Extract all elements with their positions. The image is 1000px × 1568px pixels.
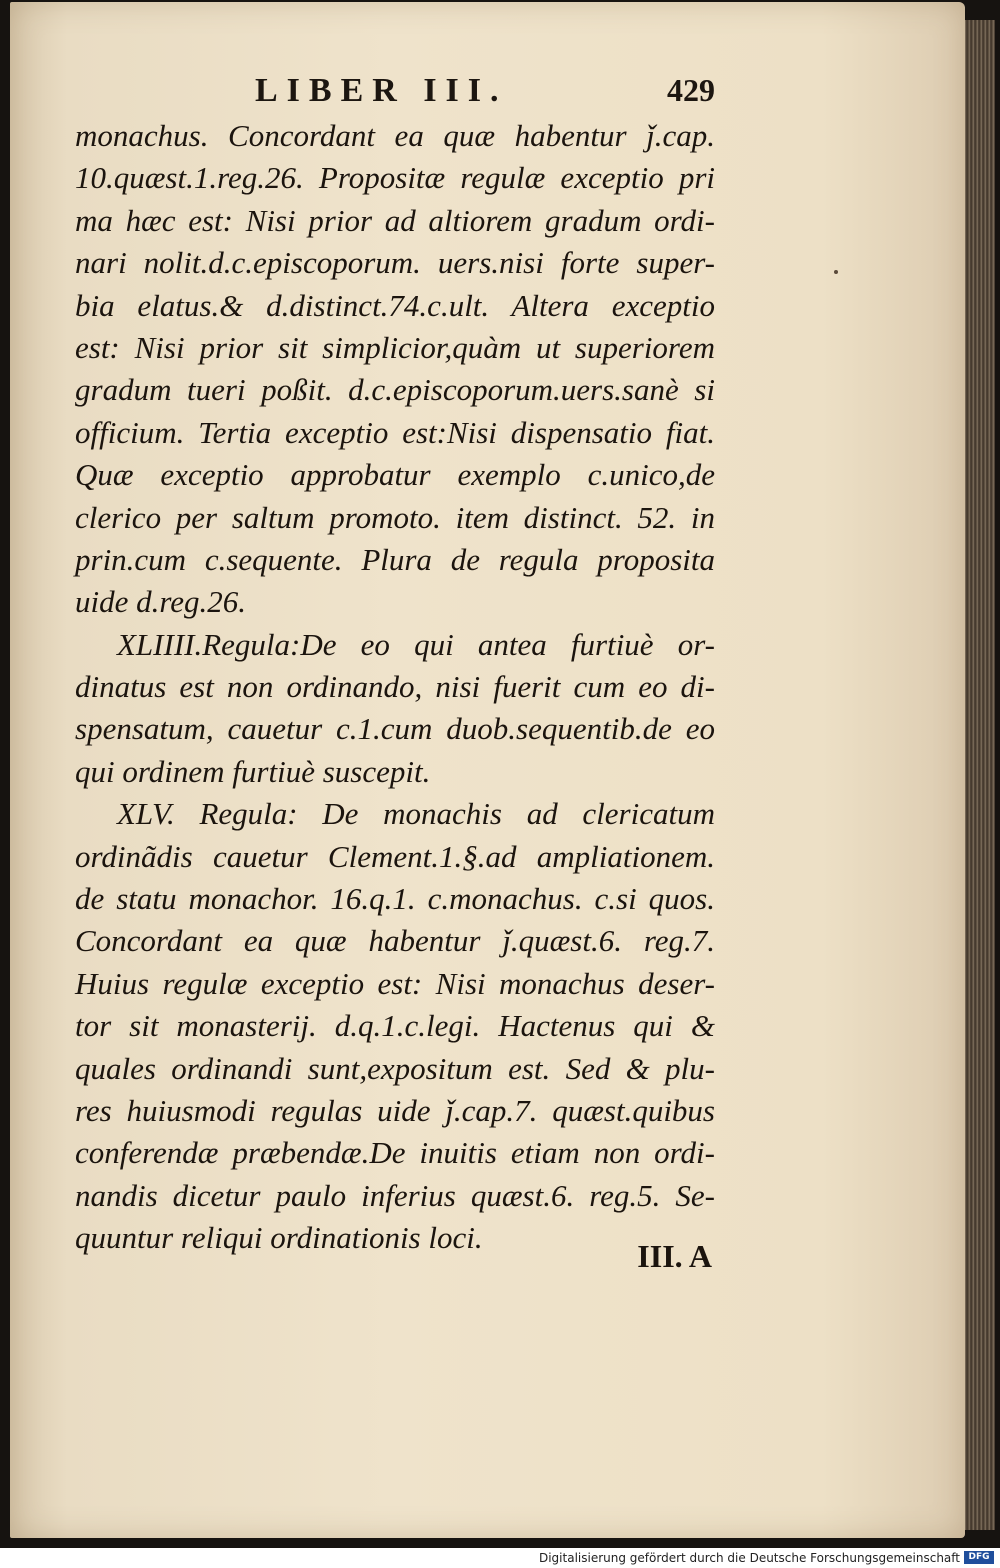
text-line: quuntur reliqui ordinationis loci. [75,1220,483,1256]
text-line: nari nolit.d.c.episcoporum. uers.nisi forte super- [75,245,715,281]
text-line: qui ordinem furtiuè suscepit. [75,753,431,789]
text-line: nandis dicetur paulo inferius quæst.6. reg.5. Se- [75,1177,715,1213]
text-line: dinatus est non ordinando, nisi fuerit cum eo di- [75,669,715,705]
text-line: officium. Tertia exceptio est:Nisi dispensatio fiat. [75,414,715,450]
text-line: Concordant ea quæ habentur ǰ.quæst.6. reg.7. [75,923,715,959]
text-line: quales ordinandi sunt,expositum est. Sed & plu- [75,1050,715,1086]
rule-heading-line: XLIIII.Regula:De eo qui antea furtiuè or- [117,626,715,662]
dfg-logo: DFG [964,1551,994,1564]
text-line: prin.cum c.sequente. Plura de regula proposita [75,541,715,577]
text-line: spensatum, cauetur c.1.cum duob.sequentib.de eo [75,711,715,747]
rule-heading-line: XLV. Regula: De monachis ad clericatum [117,796,715,832]
funding-credit: Digitalisierung gefördert durch die Deutsche Forschungsgemeinschaft [538,1551,960,1565]
text-line: Huius regulæ exceptio est: Nisi monachus deser- [75,965,715,1001]
text-line: conferendæ præbendæ.De inuitis etiam non ordi- [75,1135,715,1171]
text-line: ma hæc est: Nisi prior ad altiorem gradum ordi- [75,202,715,238]
page-header [255,72,715,116]
text-line: 10.quæst.1.reg.26. Propositæ regulæ exceptio pri [75,160,715,196]
text-line: uide d.reg.26. [75,584,247,620]
paper-speck [834,270,838,274]
text-line: res huiusmodi regulas uide ǰ.cap.7. quæst.quibus [75,1092,715,1128]
body-text [75,115,715,1260]
catchword: III. A [637,1238,712,1274]
text-line: est: Nisi prior sit simplicior,quàm ut superiorem [75,329,715,365]
text-line: bia elatus.& d.distinct.74.c.ult. Altera exceptio [75,287,715,323]
footer-bar [0,1548,1000,1568]
text-line: tor sit monasterij. d.q.1.c.legi. Hactenus qui & [75,1008,715,1044]
text-line: gradum tueri poßit. d.c.episcoporum.uers.sanè si [75,372,715,408]
page-edges [965,20,995,1530]
page-number: 429 [667,72,715,108]
text-line: Quæ exceptio approbatur exemplo c.unico,de [75,457,715,493]
running-head: LIBER III. [255,72,508,109]
text-line: clerico per saltum promoto. item distinct. 52. in [75,499,715,535]
text-line: monachus. Concordant ea quæ habentur ǰ.cap. [75,118,715,153]
text-line: de statu monachor. 16.q.1. c.monachus. c.si quos. [75,881,715,917]
text-line: ordinãdis cauetur Clement.1.§.ad ampliationem. [75,838,715,874]
